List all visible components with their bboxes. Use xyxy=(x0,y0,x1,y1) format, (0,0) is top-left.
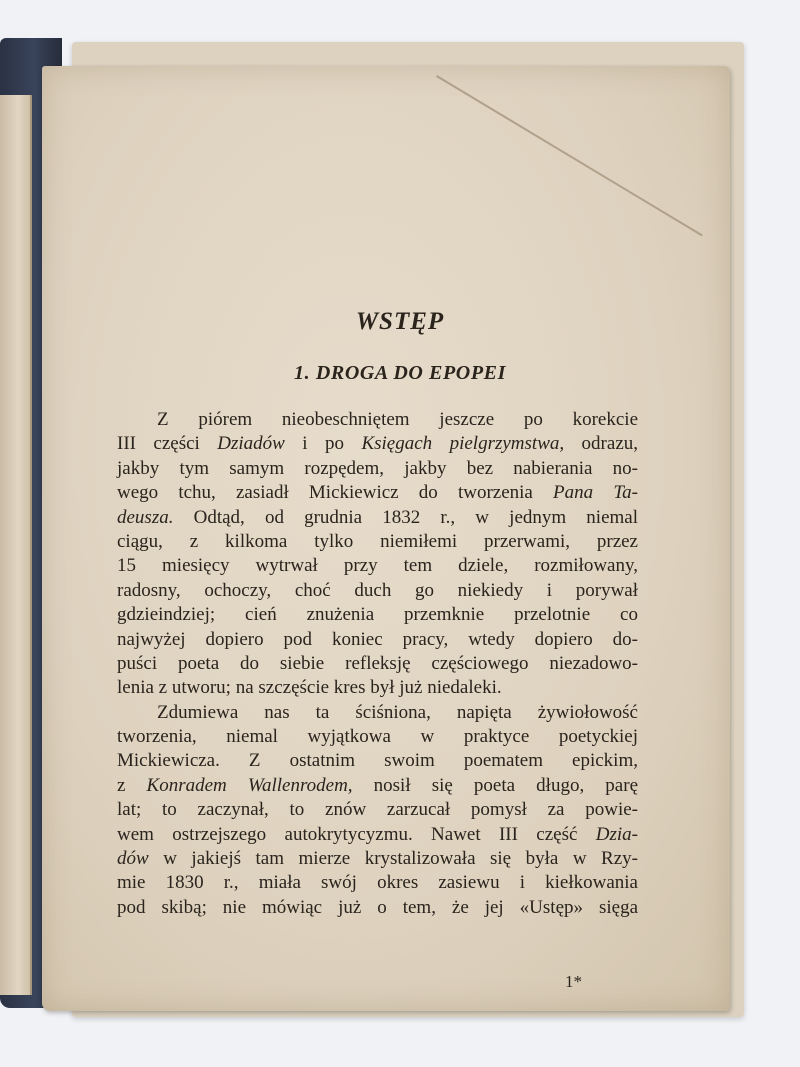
text-segment: w jakiejś tam mierze krystalizowała się była w Rzy- xyxy=(148,848,638,870)
text-line xyxy=(117,749,638,773)
left-page-edge xyxy=(0,95,32,995)
text-line xyxy=(117,603,638,627)
text-segment: Zdumiewa nas ta ściśniona, napięta żywiołowość xyxy=(157,701,638,723)
text-segment: lenia z utworu; na szczęście kres był już niedaleki. xyxy=(117,677,502,699)
text-line xyxy=(117,408,638,432)
italic-title-text: dów xyxy=(117,848,149,870)
text-line xyxy=(117,506,638,530)
text-segment: pod skibą; nie mówiąc już o tem, że jej «Ustęp» sięga xyxy=(117,896,638,918)
text-line xyxy=(117,628,638,652)
italic-title-text: Pana Ta- xyxy=(553,482,638,504)
italic-title-text: Księgach pielgrzymstwa, xyxy=(361,433,565,455)
text-line xyxy=(117,530,638,554)
text-segment: 15 miesięcy wytrwał przy tem dziele, rozmiłowany, xyxy=(117,555,638,577)
text-line xyxy=(117,701,638,725)
text-segment: wem ostrzejszego autokrytycyzmu. Nawet III część xyxy=(117,823,596,845)
text-line xyxy=(117,774,638,798)
text-segment: puści poeta do siebie refleksję częściowego niezadowo- xyxy=(117,652,638,674)
text-segment: tworzenia, niemal wyjątkowa w praktyce poetyckiej xyxy=(117,726,638,748)
text-segment: najwyżej dopiero pod koniec pracy, wtedy dopiero do- xyxy=(117,628,638,650)
text-segment: odrazu, xyxy=(564,433,639,455)
text-line xyxy=(117,896,638,920)
text-segment: Mickiewicza. Z ostatnim swoim poematem epickim, xyxy=(117,750,638,772)
text-segment: lat; to zaczynał, to znów zarzucał pomysł za powie- xyxy=(117,799,638,821)
printer-signature-mark: 1* xyxy=(565,972,582,991)
text-segment: z xyxy=(117,774,147,796)
text-segment: ciągu, z kilkoma tylko niemiłemi przerwami, przez xyxy=(117,530,638,552)
italic-title-text: Dzia- xyxy=(595,823,638,845)
text-line xyxy=(117,554,638,578)
text-line xyxy=(117,481,638,505)
page-title: WSTĘP xyxy=(355,308,445,335)
text-line xyxy=(117,457,638,481)
italic-title-text: Dziadów xyxy=(217,433,285,455)
italic-title-text: Konradem Wallenrodem, xyxy=(146,774,353,796)
text-line xyxy=(117,725,638,749)
text-segment: jakby tym samym rozpędem, jakby bez nabierania no- xyxy=(117,457,638,479)
text-segment: Odtąd, od grudnia 1832 r., w jednym niemal xyxy=(173,506,638,528)
text-line xyxy=(117,823,638,847)
text-segment: Z piórem nieobeschniętem jeszcze po korekcie xyxy=(157,409,638,430)
text-segment: i po xyxy=(284,433,362,455)
text-line xyxy=(117,847,638,871)
body-text xyxy=(117,408,638,920)
text-segment: III części xyxy=(117,433,218,455)
text-segment: mie 1830 r., miała swój okres zasiewu i kiełkowania xyxy=(117,872,638,894)
text-line xyxy=(117,652,638,676)
text-segment: nosił się poeta długo, parę xyxy=(352,774,638,796)
text-segment: gdzieindziej; cień znużenia przemknie przelotnie co xyxy=(117,604,638,626)
text-line xyxy=(117,579,638,603)
text-line xyxy=(117,432,638,456)
text-line xyxy=(117,798,638,822)
text-segment: radosny, ochoczy, choć duch go niekiedy i porywał xyxy=(117,579,638,601)
italic-title-text: deusza. xyxy=(117,506,174,528)
text-line xyxy=(117,871,638,895)
section-heading: 1. DROGA DO EPOPEI xyxy=(294,362,506,384)
text-line xyxy=(117,676,638,700)
text-segment: wego tchu, zasiadł Mickiewicz do tworzenia xyxy=(117,482,554,504)
